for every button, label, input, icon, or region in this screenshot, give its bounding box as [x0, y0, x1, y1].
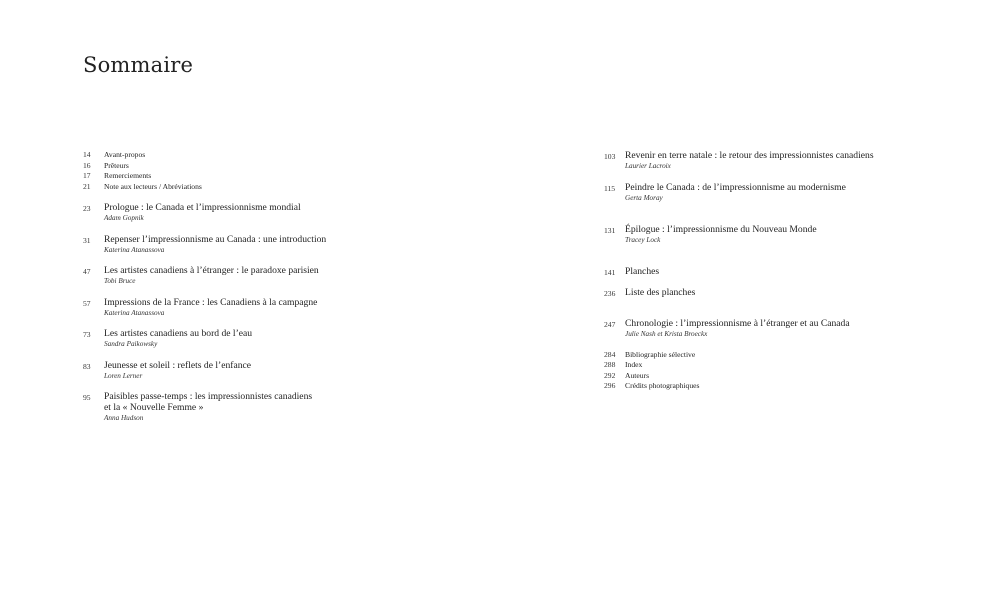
toc-chapter[interactable]: [604, 287, 974, 319]
toc-back-item[interactable]: [604, 350, 974, 361]
page-number: 95: [83, 393, 91, 402]
page-number: 292: [604, 370, 616, 380]
chapter-author: Julie Nash et Krista Broeckx: [625, 330, 708, 338]
toc-chapter[interactable]: [83, 234, 413, 266]
toc-label: Avant-propos: [104, 150, 146, 159]
chapter-author: Tobi Bruce: [104, 277, 136, 285]
chapter-author: Anna Hudson: [104, 414, 144, 422]
page-number: 21: [83, 181, 91, 191]
chapter-author: Gerta Moray: [625, 193, 663, 202]
page-number: 57: [83, 298, 91, 308]
toc-chapter[interactable]: [604, 224, 974, 266]
chapter-title: Liste des planches: [625, 286, 696, 298]
chapter-title: Les artistes canadiens au bord de l’eau: [104, 328, 253, 339]
toc-chapter[interactable]: [604, 266, 974, 287]
chapter-title: Peindre le Canada : de l’impressionnisme au modernisme: [625, 181, 846, 193]
toc-label: Remerciements: [104, 171, 152, 180]
toc-front-item[interactable]: [83, 161, 413, 172]
toc-front-item[interactable]: [83, 171, 413, 182]
page-number: 141: [604, 267, 616, 277]
chapter-title: Repenser l’impressionnisme au Canada : une introduction: [104, 233, 327, 245]
page-number: 115: [604, 183, 616, 193]
toc-chapter[interactable]: [604, 182, 974, 224]
chapter-author: Adam Gopnik: [104, 214, 144, 222]
chapter-author: Katerina Atanassova: [104, 245, 165, 254]
toc-front-item[interactable]: [83, 150, 413, 161]
page-number: 131: [604, 225, 616, 235]
chapter-title: Prologue : le Canada et l’impressionnisme mondial: [104, 202, 301, 213]
toc-right-column: [604, 150, 974, 392]
chapter-title: Paisibles passe-temps : les impressionnistes canadiens: [104, 391, 313, 402]
toc-label: Index: [625, 360, 643, 369]
page-number: 31: [83, 235, 91, 245]
toc-chapter[interactable]: [604, 150, 974, 182]
page-number: 288: [604, 360, 616, 369]
page-number: 17: [83, 171, 91, 180]
page-number: 296: [604, 381, 616, 390]
page-number: 14: [83, 150, 91, 159]
toc-label: Note aux lecteurs / Abréviations: [104, 181, 202, 191]
page-number: 284: [604, 349, 616, 359]
toc-left-column: [83, 150, 413, 423]
page-number: 16: [83, 160, 91, 170]
toc-back-item[interactable]: [604, 360, 974, 371]
toc-label: Bibliographie sélective: [625, 349, 696, 359]
toc-label: Crédits photographiques: [625, 381, 700, 390]
page-number: 73: [83, 330, 91, 339]
toc-chapter[interactable]: [83, 328, 413, 360]
page-number: 247: [604, 320, 616, 329]
toc-chapter[interactable]: [83, 265, 413, 297]
chapter-title: Épilogue : l’impressionnisme du Nouveau Monde: [625, 223, 817, 235]
toc-chapter[interactable]: [83, 202, 413, 234]
toc-chapter[interactable]: [83, 360, 413, 392]
chapter-title: Les artistes canadiens à l’étranger : le paradoxe parisien: [104, 265, 319, 276]
toc-back-item[interactable]: [604, 381, 974, 392]
page-number: 23: [83, 204, 91, 213]
chapter-author: Tracey Lock: [625, 235, 661, 244]
chapter-author: Katerina Atanassova: [104, 308, 165, 317]
chapter-title-line2: et la « Nouvelle Femme »: [104, 402, 204, 413]
page-title: Sommaire: [83, 53, 194, 77]
toc-chapter[interactable]: [83, 297, 413, 329]
page-number: 236: [604, 288, 616, 298]
page-number: 103: [604, 152, 616, 161]
chapter-title: Planches: [625, 265, 660, 277]
page-number: 47: [83, 267, 91, 276]
toc-label: Auteurs: [625, 370, 650, 380]
chapter-title: Impressions de la France : les Canadiens à la campagne: [104, 296, 318, 308]
toc-chapter[interactable]: [604, 318, 974, 350]
chapter-author: Sandra Paikowsky: [104, 340, 158, 348]
toc-label: Prêteurs: [104, 160, 129, 170]
chapter-title: Jeunesse et soleil : reflets de l’enfance: [104, 359, 252, 371]
chapter-title: Revenir en terre natale : le retour des impressionnistes canadiens: [625, 150, 874, 161]
chapter-author: Loren Lerner: [104, 371, 143, 380]
chapter-title: Chronologie : l’impressionnisme à l’étranger et au Canada: [625, 318, 850, 329]
toc-front-item[interactable]: [83, 182, 413, 193]
toc-chapter[interactable]: [83, 391, 413, 423]
page-number: 83: [83, 361, 91, 371]
toc-back-item[interactable]: [604, 371, 974, 382]
chapter-author: Laurier Lacroix: [625, 162, 671, 170]
